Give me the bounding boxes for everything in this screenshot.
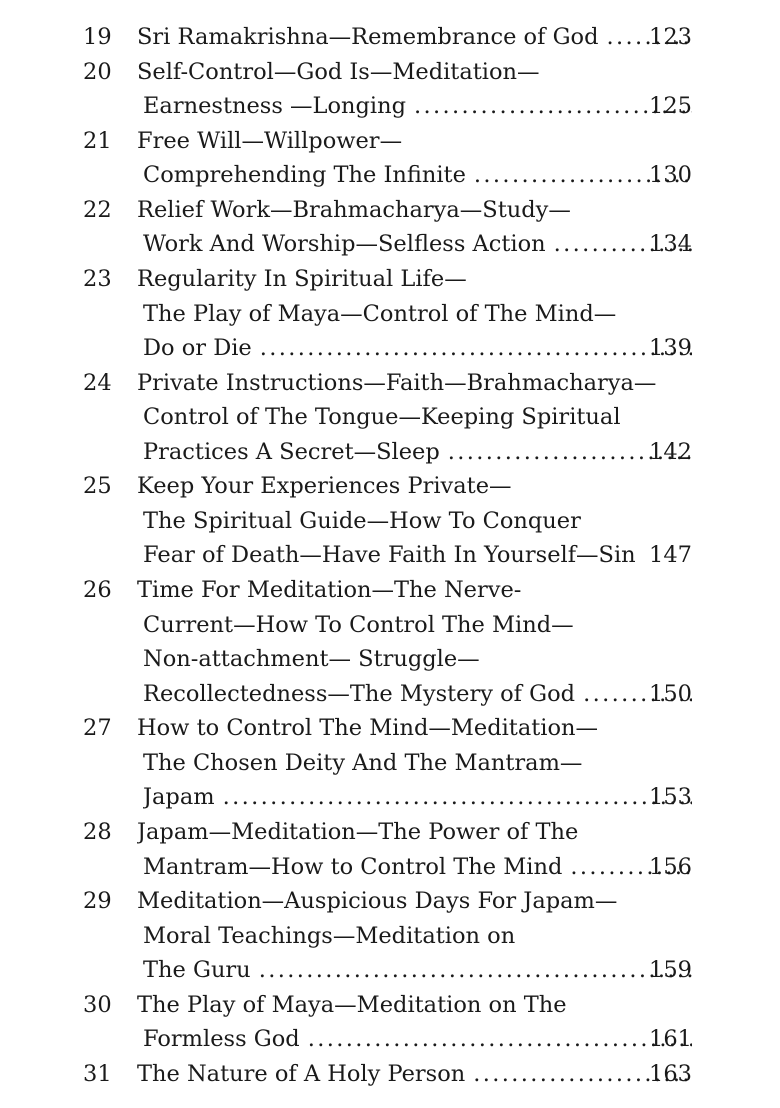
chapter-title-text: Current—How To Control The Mind— [143,611,574,638]
toc-line-text [143,227,692,262]
toc-line-text [137,193,692,228]
toc-line-text [137,55,692,90]
page-number: 130 [649,162,692,189]
toc-line-text [143,89,692,124]
toc-line [0,366,780,401]
dot-leader [252,331,692,366]
chapter-title-text: Non-attachment— Struggle— [143,646,480,673]
page-number: 159 [649,957,692,984]
chapter-title-text: Moral Teachings—Meditation on [143,922,516,949]
chapter-number: 27 [83,715,112,742]
chapter-number: 21 [83,127,112,154]
toc-entry [0,573,780,711]
chapter-title-text: How to Control The Mind—Meditation— [137,715,599,742]
toc-line [0,711,780,746]
toc-line-text [143,331,692,366]
toc-entry [0,262,780,366]
toc-line-text [137,366,692,401]
toc-line-text [137,1057,692,1092]
toc-line-text [143,538,692,573]
toc-entry [0,988,780,1057]
toc-line-text [143,297,692,332]
chapter-title-text: Free Will—Willpower— [137,127,403,154]
toc-entry [0,366,780,470]
chapter-title-text: Control of The Tongue—Keeping Spiritual [143,404,621,431]
toc-line [0,677,780,712]
toc-line [0,158,780,193]
dot-leader [300,1022,692,1057]
page-number: 161 [649,1026,692,1053]
chapter-title-text: Work And Worship—Selfless Action [143,231,546,258]
toc-line [0,262,780,297]
toc-line [0,89,780,124]
toc-line-text [143,780,692,815]
toc-line [0,469,780,504]
toc-line [0,331,780,366]
chapter-title-text: Self-Control—God Is—Meditation— [137,58,540,85]
toc-entry [0,1057,780,1092]
chapter-title-text: Earnestness —Longing [143,93,407,120]
chapter-title-text: Do or Die [143,335,252,362]
toc-line-text [137,262,692,297]
page-number: 134 [649,231,692,258]
toc-line [0,124,780,159]
page-number: 150 [649,680,692,707]
chapter-title-text: Practices A Secret—Sleep [143,438,440,465]
page-number: 163 [649,1060,692,1087]
chapter-title-text: Recollectedness—The Mystery of God [143,680,576,707]
chapter-number: 31 [83,1060,112,1087]
toc-line [0,608,780,643]
toc-line [0,193,780,228]
toc-line-text [137,469,692,504]
toc-entry [0,20,780,55]
toc-line-text [137,20,692,55]
toc-line-text [143,504,692,539]
chapter-title-text: Comprehending The Infinite [143,162,466,189]
toc-line-text [143,1022,692,1057]
chapter-title-text: The Nature of A Holy Person [137,1060,466,1087]
toc-line [0,953,780,988]
toc-line [0,55,780,90]
chapter-title-text: Keep Your Experiences Private— [137,473,512,500]
toc-line-text [143,400,692,435]
toc-entry [0,55,780,124]
chapter-title-text: Japam [143,784,215,811]
chapter-number: 19 [83,24,112,50]
chapter-title-text: Relief Work—Brahmacharya—Study— [137,196,571,223]
chapter-title-text: Regularity In Spiritual Life— [137,265,467,292]
toc-line [0,780,780,815]
toc-line [0,435,780,470]
chapter-title-text: The Play of Maya—Control of The Mind— [143,300,617,327]
toc-line-text [143,953,692,988]
toc-entry [0,884,780,988]
toc-line-text [143,608,692,643]
toc-entry [0,469,780,573]
toc-line-text [143,677,692,712]
toc-line-text [137,711,692,746]
toc-line [0,400,780,435]
chapter-number: 22 [83,196,112,223]
toc-line-text [143,746,692,781]
chapter-title-text: Private Instructions—Faith—Brahmacharya— [137,369,657,396]
toc-line [0,20,780,55]
chapter-number: 29 [83,888,112,915]
toc-line-text [143,919,692,954]
chapter-number: 28 [83,818,112,845]
toc-line-text [137,988,692,1023]
chapter-number: 25 [83,473,112,500]
toc-line [0,1022,780,1057]
toc-line [0,919,780,954]
page-number: 125 [649,93,692,120]
toc-line [0,504,780,539]
toc-entry [0,711,780,815]
toc-line-text [137,884,692,919]
chapter-title-text: Fear of Death—Have Faith In Yourself—Sin [143,542,636,569]
dot-leader [251,953,692,988]
toc-line [0,884,780,919]
dot-leader [215,780,692,815]
page-number: 156 [649,853,692,880]
chapter-title-text: Time For Meditation—The Nerve- [137,577,522,603]
toc-line [0,297,780,332]
toc-line [0,227,780,262]
chapter-number: 24 [83,369,112,396]
toc-line [0,815,780,850]
toc-line [0,988,780,1023]
toc-line [0,1057,780,1092]
chapter-number: 20 [83,58,112,85]
page-number: 139 [649,335,692,362]
toc-entry [0,815,780,884]
toc-line [0,850,780,885]
chapter-title-text: The Play of Maya—Meditation on The [137,991,567,1018]
toc-line [0,642,780,677]
chapter-title-text: Formless God [143,1026,300,1053]
page-number: 123 [649,24,692,50]
toc-line-text [143,642,692,677]
toc-line-text [137,573,692,608]
page-number: 147 [649,542,692,569]
chapter-title-text: Sri Ramakrishna—Remembrance of God [137,24,599,50]
toc-line [0,538,780,573]
table-of-contents [0,20,780,1091]
chapter-title-text: Japam—Meditation—The Power of The [137,818,579,845]
chapter-title-text: The Spiritual Guide—How To Conquer [143,507,581,534]
chapter-title-text: Mantram—How to Control The Mind [143,853,563,880]
toc-entry [0,193,780,262]
chapter-number: 30 [83,991,112,1018]
page-number: 142 [649,438,692,465]
toc-line [0,573,780,608]
chapter-title-text: The Guru [143,957,251,984]
chapter-title-text: Meditation—Auspicious Days For Japam— [137,888,618,915]
chapter-title-text: The Chosen Deity And The Mantram— [143,749,583,776]
toc-line-text [143,435,692,470]
chapter-number: 23 [83,265,112,292]
toc-line [0,746,780,781]
toc-line-text [137,124,692,159]
toc-entry [0,124,780,193]
chapter-number: 26 [83,577,112,603]
toc-line-text [143,850,692,885]
toc-line-text [137,815,692,850]
page-number: 153 [649,784,692,811]
toc-line-text [143,158,692,193]
